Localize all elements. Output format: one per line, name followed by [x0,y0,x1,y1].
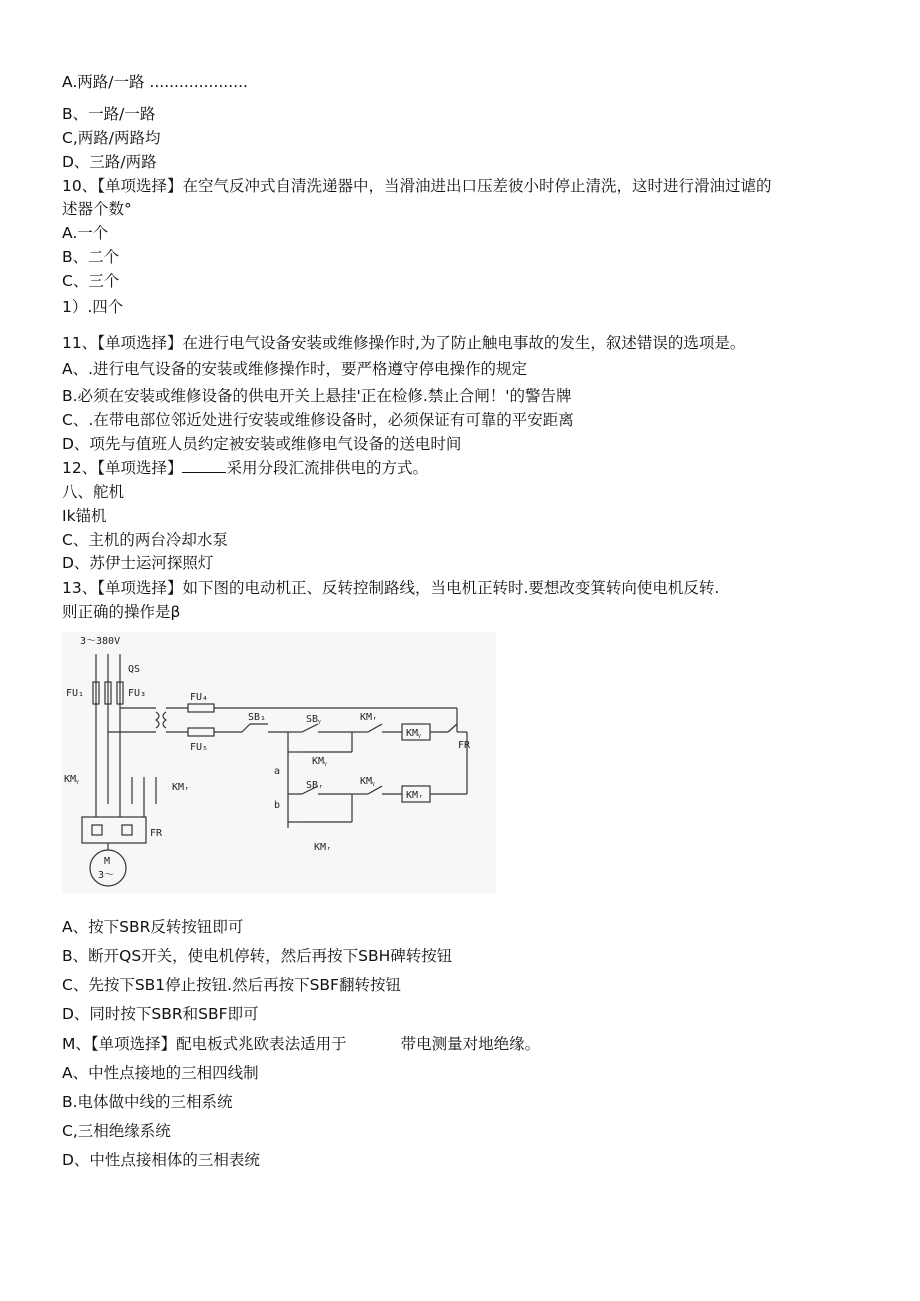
label-kmr-main: KMᵣ [172,782,191,793]
q10-option-d: 1）.四个 [62,298,124,316]
label-fr: FR [458,740,471,751]
label-kmf-coil: KMᵧ [406,728,421,739]
label-fu4: FU₄ [190,692,209,703]
label-kmr-contact: KMᵣ [360,712,379,723]
answer-blank [182,458,226,473]
label-kmr-coil: KMᵣ [406,790,425,801]
q11-option-c: C、.在带电部位邻近处进行安装或维修设备时，必须保证有可靠的平安距离 [62,411,574,429]
q14-stem-prefix: M、【单项选择】配电板式兆欧表法适用于 [62,1035,347,1053]
label-motor: M [104,856,111,867]
label-qs: QS [128,664,141,675]
q12-option-b: Ik锚机 [62,507,107,525]
label-sbf: SBᵧ [306,714,321,725]
label-node-a: a [274,766,281,777]
q14-option-a: A、中性点接地的三相四线制 [62,1064,259,1082]
label-motor-sub: 3～ [98,870,115,881]
q14-stem [62,1034,540,1054]
q13-stem-line1: 13、【单项选择】如下图的电动机正、反转控制路线，当电机正转时.要想改变箕转向使电机反转. [62,579,720,597]
q13-option-c: C、先按下SB1停止按钮.然后再按下SBF翻转按钮 [62,976,401,994]
label-fu1: FU₁ [66,688,85,699]
q12-stem-suffix: 采用分段汇流排供电的方式。 [226,459,428,477]
q13-option-a: A、按下SBR反转按钮即可 [62,918,244,936]
label-sb1: SB₁ [248,712,267,723]
q14-option-c: C,三相绝缘系统 [62,1122,171,1140]
q14-option-d: D、中性点接相体的三相表统 [62,1151,260,1169]
q12-stem [62,458,428,478]
q14-option-b: B.电体做中线的三相系统 [62,1093,233,1111]
label-kmf-main: KMᵧ [64,774,79,785]
label-fu5: FU₅ [190,742,209,753]
label-fu3: FU₃ [128,688,147,699]
q9-option-a: A.两路/一路 .................... [62,73,248,91]
label-km-interlock: KMᵧ [360,776,375,787]
q10-stem-line1: 10、【单项选择】在空气反冲式自清洗递器中，当滑油进出口压差彼小时停止清洗，这时进行滑油过谑的 [62,177,772,195]
q12-option-c: C、主机的两台冷却水泵 [62,531,228,549]
q12-option-d: D、苏伊士运河探照灯 [62,554,214,572]
q14-stem-suffix: 带电测量对地绝缘。 [400,1035,541,1053]
label-supply: 3～380V [80,636,121,647]
q11-option-d: D、项先与值班人员约定被安装或维修电气设备的送电时间 [62,435,462,453]
q10-option-a: A.一个 [62,224,109,242]
label-km-hold-r: KMᵣ [314,842,333,853]
q13-option-b: B、断开QS开关，使电机停转，然后再按下SBH碑转按钮 [62,947,453,965]
q11-stem: 11、【单项选择】在进行电气设备安装或维修操作时,为了防止触电事故的发生，叙述错误的选项是。 [62,334,746,352]
q10-stem-line2: 述器个数° [62,200,132,218]
q11-option-b: B.必须在安装或维修设备的供电开关上悬挂'正在检修.禁止合闸！'的警告牌 [62,387,572,405]
label-fr-main: FR [150,828,163,839]
q12-stem-prefix: 12、【单项选择】 [62,459,183,477]
q11-option-a: A、.进行电气设备的安装或维修操作时，要严格遵守停电操作的规定 [62,360,528,378]
circuit-svg [62,632,496,894]
q13-option-d: D、同时按下SBR和SBF即可 [62,1005,259,1023]
q9-option-c: C,两路/两路均 [62,129,161,147]
q10-option-c: C、三个 [62,272,120,290]
q13-stem-line2: 则正确的操作是β [62,603,181,621]
q12-option-a: 八、舵机 [62,483,125,501]
q10-option-b: B、二个 [62,248,120,266]
q9-option-d: D、三路/两路 [62,153,157,171]
motor-control-circuit-diagram [62,632,496,894]
label-km-hold-f: KMᵧ [312,756,327,767]
q9-option-b: B、一路/一路 [62,105,156,123]
label-sbr: SBᵣ [306,780,325,791]
label-node-b: b [274,800,281,811]
